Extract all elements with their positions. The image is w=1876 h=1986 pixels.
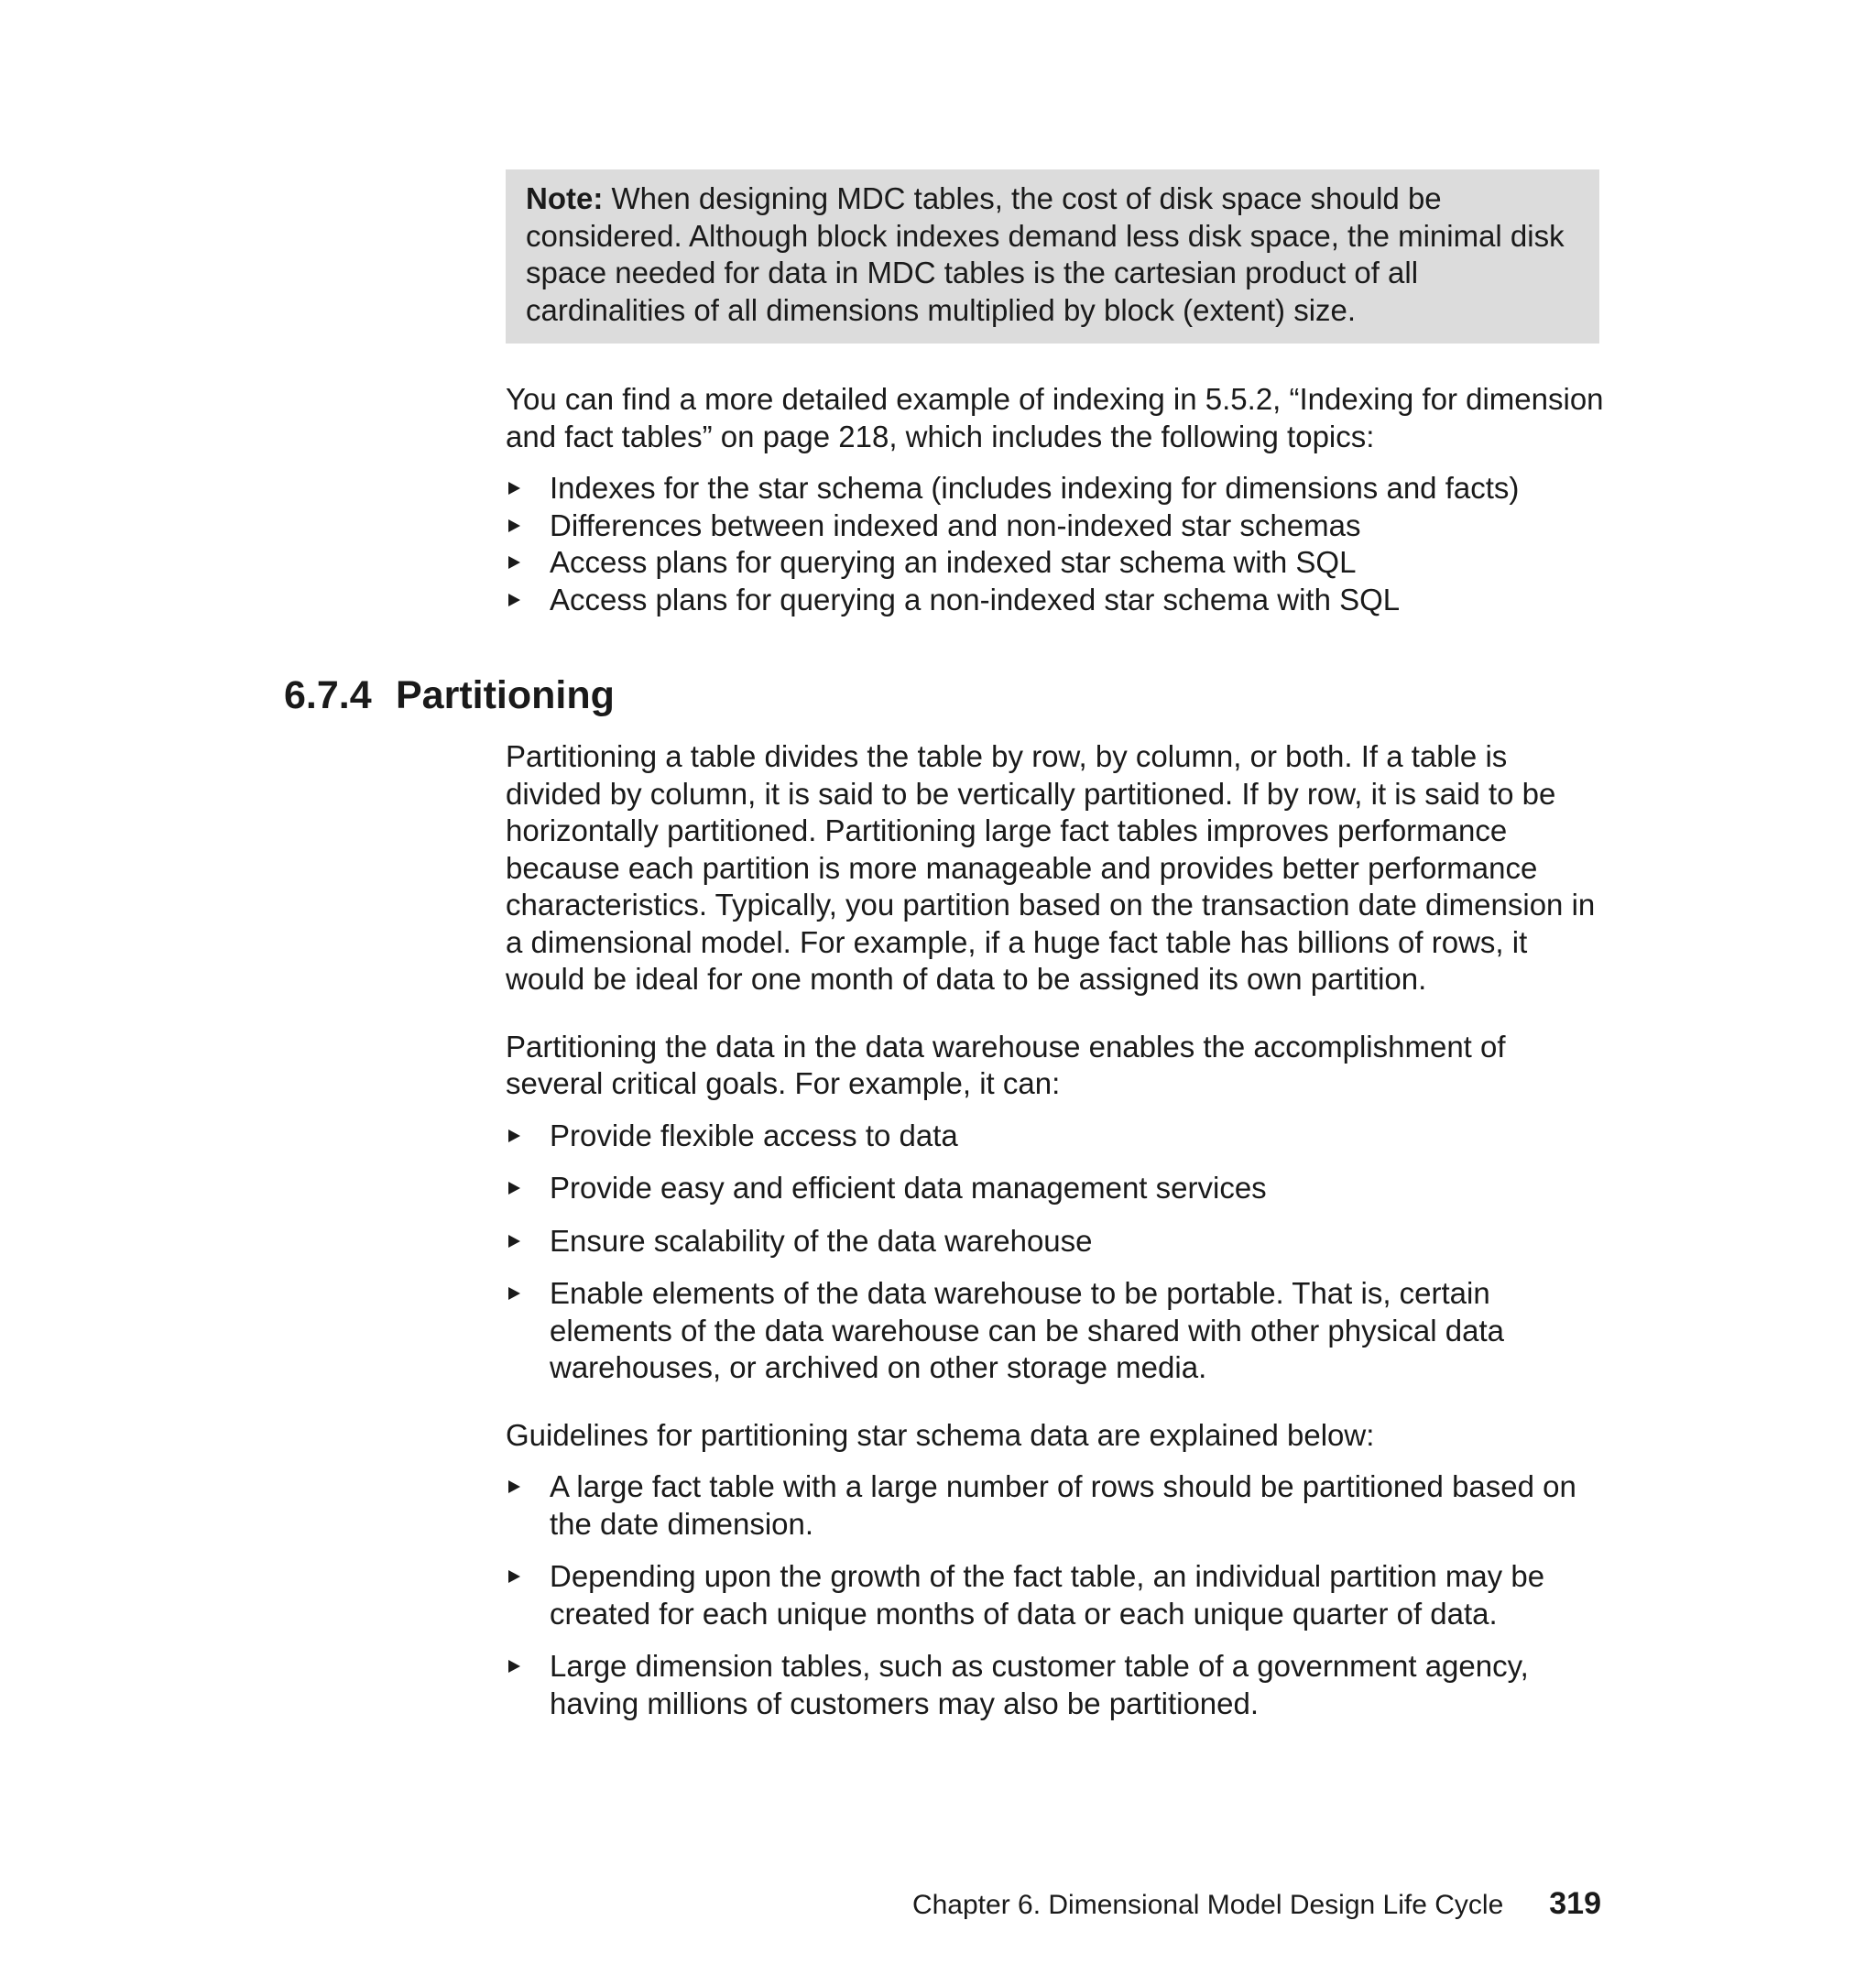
page-footer	[912, 1887, 1601, 1922]
bullet-arrow-icon	[508, 1129, 520, 1142]
list-item: Access plans for querying a non-indexed star schema with SQL	[506, 582, 1605, 619]
guidelines-intro: Guidelines for partitioning star schema data are explained below:	[506, 1417, 1375, 1452]
partitioning-paragraph-2: Partitioning the data in the data warehouse enables the accomplishment of several critical goals. For example, it can:	[506, 1029, 1506, 1100]
list-item: Provide easy and efficient data management services	[506, 1170, 1605, 1207]
section-heading	[284, 672, 615, 718]
intro-section	[506, 381, 1605, 618]
list-item: Large dimension tables, such as customer table of a government agency, having millions of customers may also be partitioned.	[506, 1648, 1605, 1722]
list-item: A large fact table with a large number of rows should be partitioned based on the date dimension.	[506, 1468, 1605, 1543]
list-item: Provide flexible access to data	[506, 1118, 1605, 1155]
list-item: Ensure scalability of the data warehouse	[506, 1223, 1605, 1260]
guidelines-list	[506, 1468, 1605, 1722]
bullet-arrow-icon	[508, 1182, 520, 1195]
section-title: Partitioning	[396, 673, 615, 717]
list-item: Access plans for querying an indexed star schema with SQL	[506, 544, 1605, 582]
goals-list	[506, 1118, 1605, 1387]
list-item: Indexes for the star schema (includes indexing for dimensions and facts)	[506, 470, 1605, 507]
note-box	[506, 169, 1599, 344]
section-number: 6.7.4	[284, 673, 372, 717]
list-item: Depending upon the growth of the fact table, an individual partition may be created for each unique months of data or each unique quarter of data.	[506, 1558, 1605, 1632]
section-body	[506, 738, 1605, 1722]
note-text: When designing MDC tables, the cost of disk space should be considered. Although block indexes demand less disk space, the minimal disk space needed for data in MDC tables is the cartesian product of all cardinalities of all dimensions multiplied by block (extent) size.	[526, 181, 1565, 327]
partitioning-paragraph-1: Partitioning a table divides the table by row, by column, or both. If a table is divided by column, it is said to be vertically partitioned. If by row, it is said to be horizontally partitioned. Partitioning large fact tables improves performance because each partition is more manageable and provides better performance characteristics. Typically, you partition based on the transaction date dimension in a dimensional model. For example, if a huge fact table has billions of rows, it would be ideal for one month of data to be assigned its own partition.	[506, 739, 1596, 996]
bullet-arrow-icon	[508, 556, 520, 569]
intro-paragraph: You can find a more detailed example of indexing in 5.5.2, “Indexing for dimension and fact tables” on page 218, which includes the following topics:	[506, 382, 1604, 453]
bullet-arrow-icon	[508, 1660, 520, 1673]
chapter-title: Chapter 6. Dimensional Model Design Life Cycle	[911, 1890, 1504, 1920]
note-label: Note:	[526, 181, 604, 215]
bullet-arrow-icon	[508, 1287, 520, 1300]
bullet-arrow-icon	[508, 1570, 520, 1583]
bullet-arrow-icon	[508, 519, 520, 532]
bullet-arrow-icon	[508, 594, 520, 606]
bullet-arrow-icon	[508, 482, 520, 495]
page-number: 319	[1549, 1886, 1601, 1921]
list-item: Differences between indexed and non-indexed star schemas	[506, 507, 1605, 545]
bullet-arrow-icon	[508, 1235, 520, 1248]
topics-list	[506, 470, 1605, 618]
list-item: Enable elements of the data warehouse to be portable. That is, certain elements of the data warehouse can be shared with other physical data warehouses, or archived on other storage media.	[506, 1275, 1605, 1387]
bullet-arrow-icon	[508, 1480, 520, 1493]
